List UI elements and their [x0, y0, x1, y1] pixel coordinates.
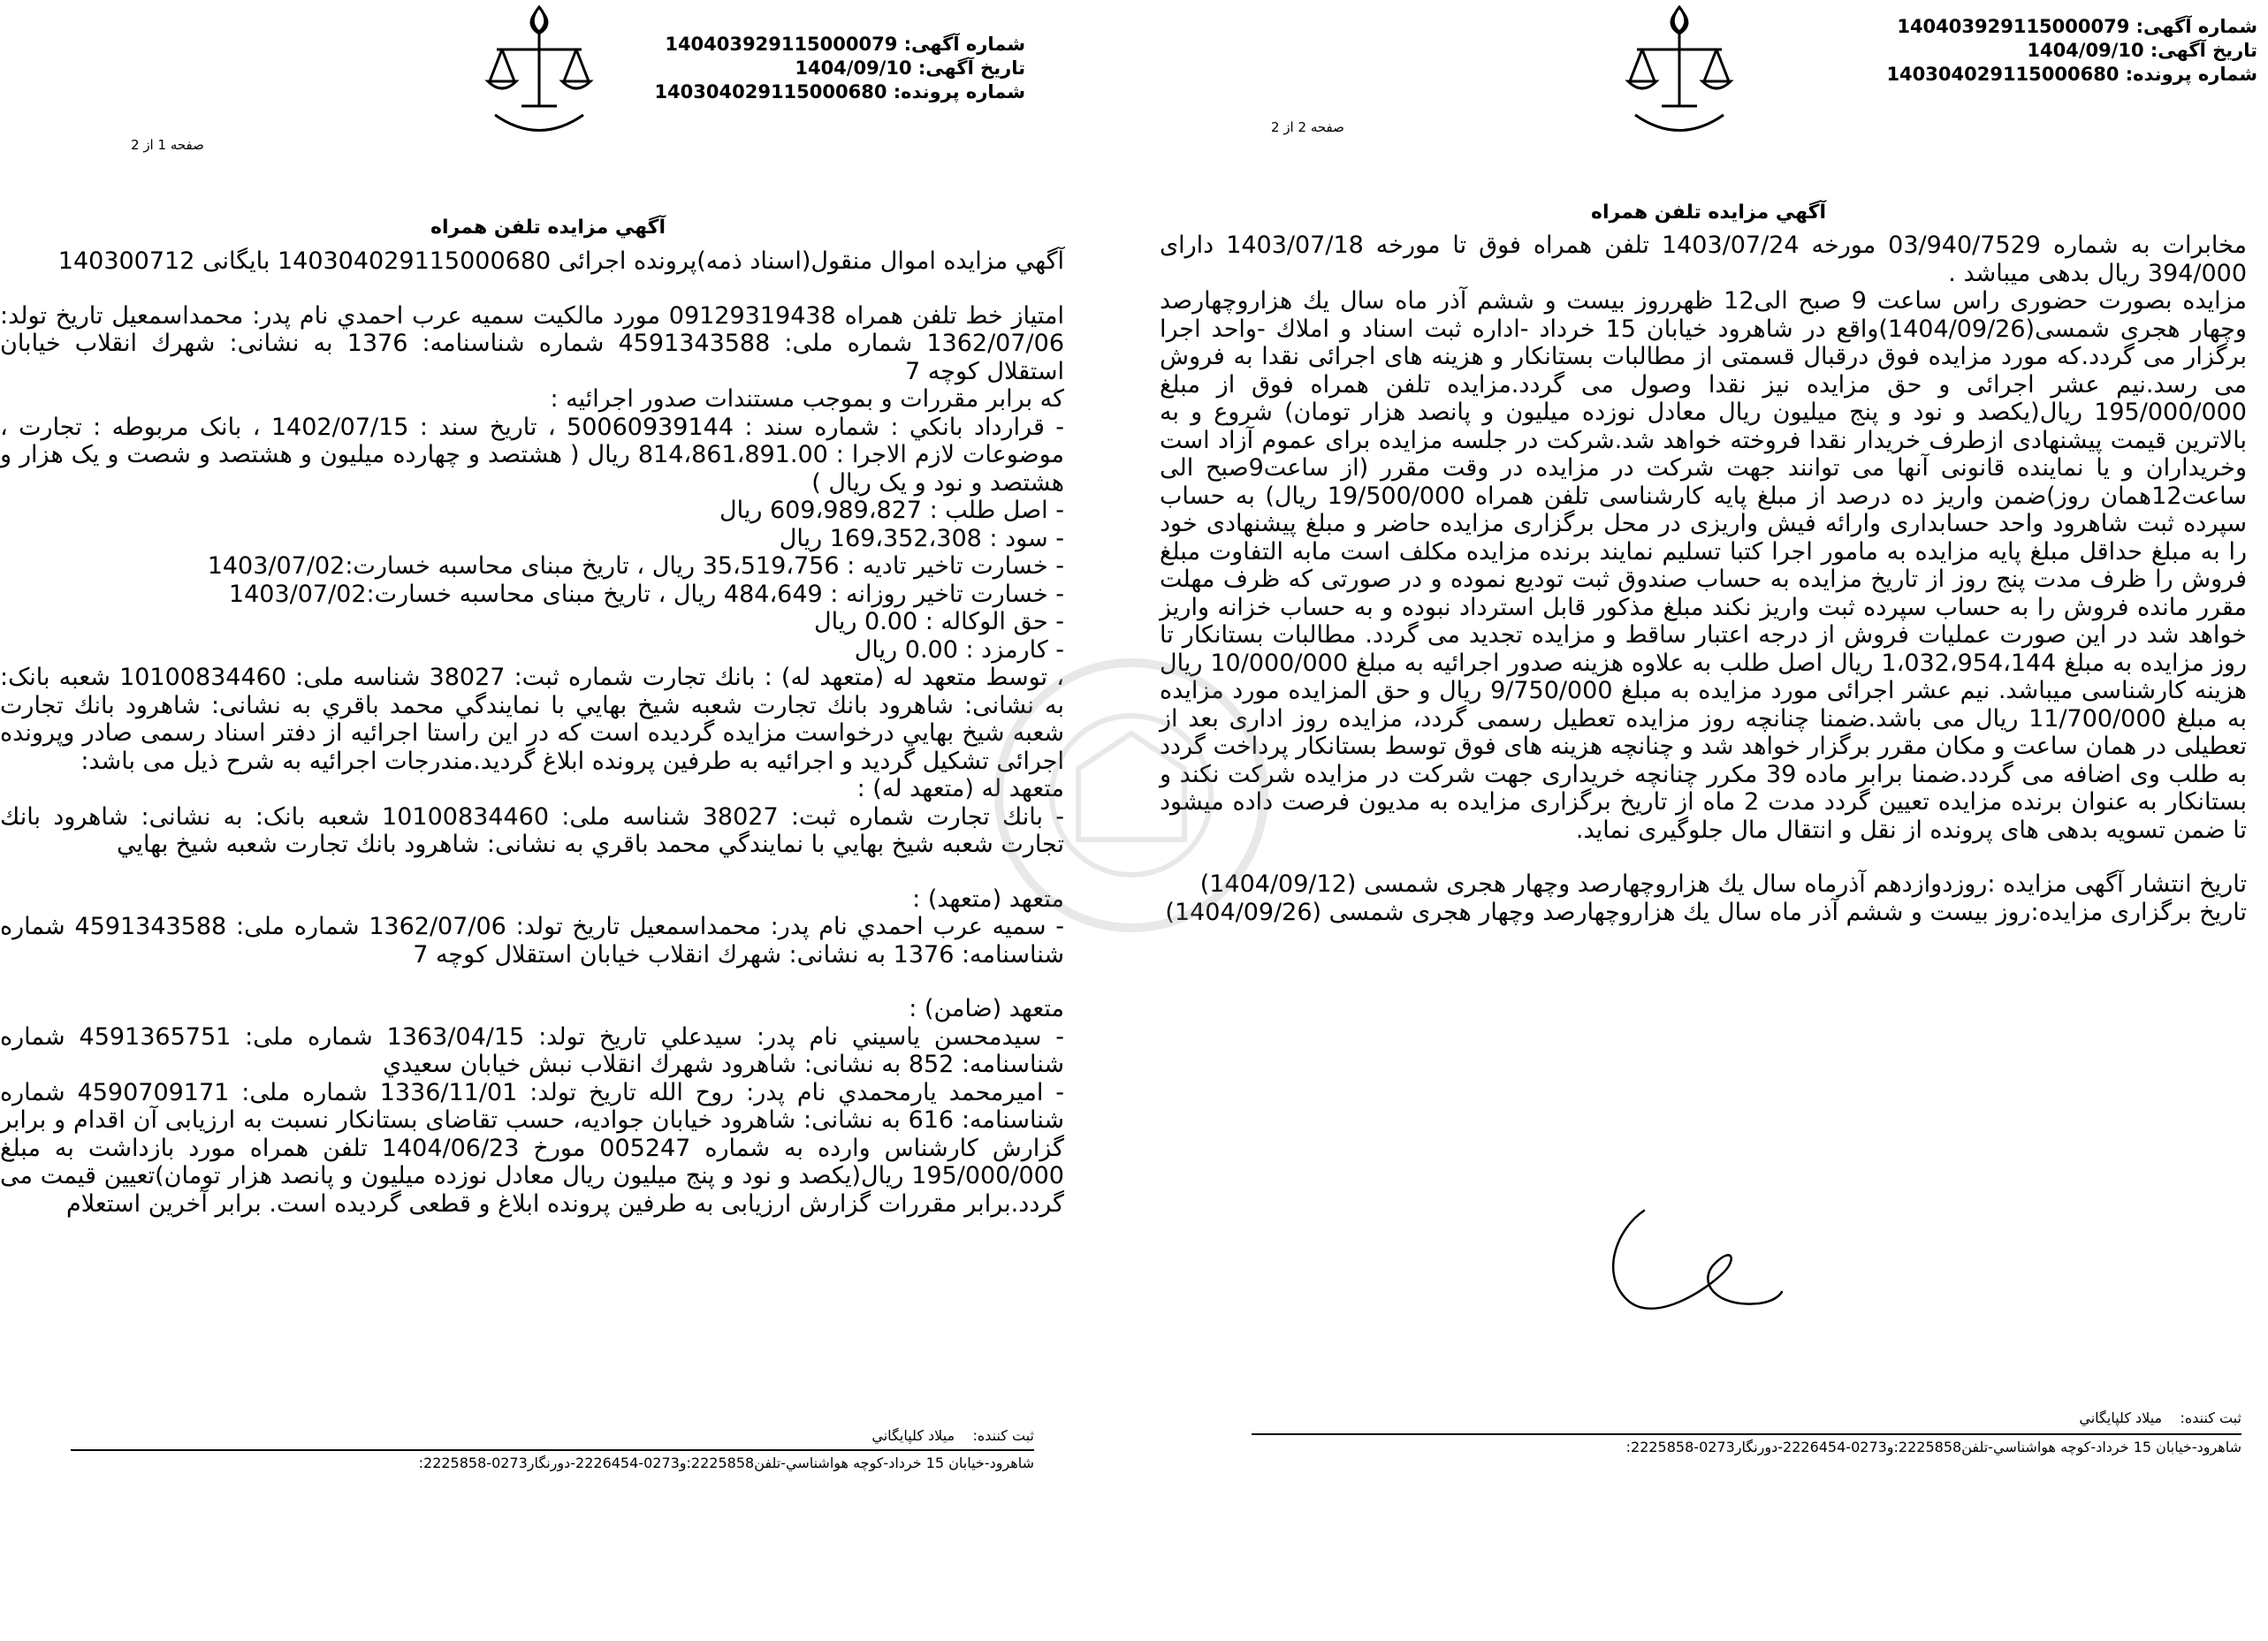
paragraph: - سود : 169،352،308 ريال [779, 524, 1064, 552]
file-number: شماره پرونده: 140304029115000680 [654, 81, 1025, 103]
paragraph: ، توسط متعهد له (متعهد له) : بانك تجارت شماره ثبت: 38027 شناسه ملی: 10100834460 شعبه بانک: به نشانی: شاهرود بانك تجارت شعبه شيخ بهايي با نمايندگي محمد باقري به نشانی: شاهرود بانك تجارت شعبه شيخ بهايي درخواست مزايده گرديده است كه در اين راستا اجرائيه از دفتر اسناد رسمی صادر وپرونده اجرائی تشكيل گرديد و اجرائيه به طرفين پرونده ابلاغ گرديد.مندرجات اجرائيه به شرح ذيل می باشد: [0, 664, 1064, 775]
notice-number: شماره آگهی: 140403929115000079 [665, 34, 1025, 55]
registrar [871, 1427, 1034, 1444]
file-number: شماره پرونده: 140304029115000680 [1886, 64, 2257, 85]
paragraph: متعهد (ضامن) : [909, 995, 1064, 1022]
notice-body [0, 247, 1064, 1218]
paragraph: امتياز خط تلفن همراه 09129319438 مورد مالكيت سميه عرب احمدي نام پدر: محمداسمعيل تاريخ تولد: 1362/07/06 شماره ملی: 4591343588 شماره شناسنامه: 1376 به نشانی: شهرك انقلاب خيابان استقلال كوچه 7 [0, 301, 1065, 385]
paragraph: تاريخ انتشار آگهی مزايده :روزدوازدهم آذرماه سال يك هزاروچهارصد وچهار هجری شمسی (1404/09/12) [1199, 870, 2247, 898]
paragraph: كه برابر مقررات و بموجب مستندات صدور اجرائيه : [550, 385, 1064, 413]
footer-divider [1252, 1433, 2241, 1435]
notice-number: شماره آگهی: 140403929115000079 [1897, 16, 2257, 37]
paragraph: - اميرمحمد يارمحمدي نام پدر: روح الله تاريخ تولد: 1336/11/01 شماره ملی: 4590709171 شماره شناسنامه: 616 به نشانی: شاهرود خيابان جواديه، حسب تقاضای بستانكار نسبت به ارزيابی آن اقدام و برابر گزارش كارشناس وارده به شماره 005247 مورخ 1404/06/23 تلفن همراه مورد بازداشت به مبلغ 195/000/000 ريال(يكصد و نود و پنج ميليون ريال معادل نوزده ميليون و پانصد هزار تومان)تعيين قيمت می گردد.برابر مقررات گزارش ارزيابی به طرفين پرونده ابلاغ و قطعی گرديده است. برابر آخرين استعلام [0, 1078, 1064, 1218]
paragraph: مزايده بصورت حضوری راس ساعت 9 صبح الی12 ظهرروز بيست و ششم آذر ماه سال يك هزاروچهارصد وچهار هجری شمسی(1404/09/26)واقع در شاهرود خيابان 15 خرداد -اداره ثبت اسناد و املاك -واحد اجرا برگزار می گردد.كه مورد مزايده فوق درقبال قسمتی از مطالبات بستانكار و هزينه های اجرائی نقدا به فروش می رسد.نيم عشر اجرائی و حق مزايده نيز نقدا وصول می گردد.مزايده تلفن همراه فوق از مبلغ 195/000/000 ريال(يكصد و نود و پنج ميليون ريال معادل نوزده ميليون و پانصد هزار تومان) شروع و به بالاترين قيمت پيشنهادی ازطرف خريدار نقدا فروخته خواهد شد.شركت در جلسه مزايده برای عموم آزاد است وخريداران و يا نماينده قانونی آنها می توانند جهت شركت در مزايده در وقت مقرر (از ساعت9صبح الی ساعت12همان روز)ضمن واريز ده درصد از مبلغ پايه كارشناسی تلفن همراه 19/500/000 ريال) به حساب سپرده ثبت شاهرود واحد حسابداری وارائه فيش واريزی در محل برگزاری مزايده حاضر و مبلغ پيشنهادی خود را به مبلغ حداقل مبلغ پايه مزايده به مامور اجرا كتبا تسليم نمايند برنده مزايده مكلف است مابه التفاوت مبلغ فروش را ظرف مدت پنج روز از تاريخ مزايده به حساب صندوق ثبت توديع نموده و در صورتی كه ظرف مهلت مقرر مانده فروش را به حساب سپرده ثبت واريز نكند مبلغ مذكور قابل استرداد نبوده و به حساب خزانه واريز خواهد شد در اين صورت عمليات فروش از درجه اعتبار ساقط و مزايده تجديد می گردد. مطالبات بستانكار تا روز مزايده به مبلغ 1،032،954،144 ريال اصل طلب به علاوه هزينه صدور اجرائيه به مبلغ 10/000/000 ريال هزينه كارشناسی ميباشد. نيم عشر اجرائی مورد مزايده به مبلغ 9/750/000 ريال و حق المزايده مورد مزايده به مبلغ 11/700/000 ريال می باشد.ضمنا چنانچه روز مزايده تعطيل رسمی گردد، مزايده روز اداری بعد از تعطيلی در همان ساعت و مكان مقرر برگزار خواهد شد و چنانچه هزينه های فوق توسط بستانكار پرداخت گردد به طلب وی اضافه می گردد.ضمنا برابر ماده 39 مكرر چنانچه خريداری جهت شركت در مزايده شركت نكند و بستانكار به عنوان برنده مزايده تعيين گردد مدت 2 ماه از تاريخ برگزاری مزايده به مديون فرصت داده ميشود تا ضمن تسويه بدهی های پرونده از نقل و انتقال مال جلوگيری نمايد. [1160, 287, 2248, 844]
paragraph: مخابرات به شماره 03/940/7529 مورخه 1403/07/24 تلفن همراه فوق تا مورخه 1403/07/18 دارای 394/000 ريال بدهی ميباشد . [1160, 232, 2248, 287]
paragraph: - سميه عرب احمدي نام پدر: محمداسمعيل تاريخ تولد: 1362/07/06 شماره ملی: 4591343588 شماره شناسنامه: 1376 به نشانی: شهرك انقلاب خيابان استقلال كوچه 7 [0, 913, 1064, 969]
registrar-name: ميلاد كلپايگاني [871, 1427, 955, 1444]
page-number: صفحه 1 از 2 [131, 137, 204, 153]
judiciary-emblem-icon [1617, 0, 1741, 150]
paragraph: تاريخ برگزاری مزايده:روز بيست و ششم آذر ماه سال يك هزاروچهارصد وچهار هجری شمسی (1404/09/26) [1165, 898, 2247, 926]
registrar-label: ثبت كننده: [2180, 1409, 2241, 1426]
page-title: آگهي مزايده تلفن همراه [1591, 201, 1826, 224]
notice-date: تاریخ آگهی: 1404/09/10 [2027, 40, 2257, 61]
paragraph: - کارمزد : 0.00 ريال [854, 635, 1064, 664]
footer-address: شاهرود-خيابان 15 خرداد-كوچه هواشناسي-تلفن2225858:و0273-2226454-دورنگار0273-2225858: [418, 1455, 1034, 1471]
notice-meta [1886, 15, 2257, 87]
paragraph: - حق الوکاله : 0.00 ريال [814, 608, 1064, 635]
notice-meta [654, 33, 1025, 104]
paragraph: متعهد (متعهد) : [912, 885, 1064, 913]
judiciary-emblem-icon [477, 0, 601, 150]
paragraph: - خسارت تاخير تاديه : 35،519،756 ريال ، تاريخ مبنای محاسبه خسارت:1403/07/02 [207, 552, 1064, 580]
paragraph: - بانك تجارت شماره ثبت: 38027 شناسه ملی: 10100834460 شعبه بانک: به نشانی: شاهرود بانك تجارت شعبه شيخ بهايي با نمايندگي محمد باقري به نشانی: شاهرود بانك تجارت شعبه شيخ بهايي [0, 802, 1064, 858]
page-number: صفحه 2 از 2 [1271, 119, 1344, 135]
paragraph: - قرارداد بانکي : شماره سند : 50060939144 ، تاريخ سند : 1402/07/15 ، بانک مربوطه : تجارت ، موضوعات لازم الاجرا : 814،861،891.00 ريال ( هشتصد و چهارده ميليون و هشتصد و شصت و يک هزار و هشتصد و نود و يک ريال ) [0, 413, 1065, 497]
registrar [2079, 1409, 2241, 1426]
registrar-label: ثبت كننده: [972, 1427, 1034, 1444]
footer-address: شاهرود-خيابان 15 خرداد-كوچه هواشناسي-تلفن2225858:و0273-2226454-دورنگار0273-2225858: [1625, 1439, 2241, 1455]
notice-date: تاریخ آگهی: 1404/09/10 [795, 57, 1025, 79]
notice-body [1160, 232, 2247, 926]
page-title: آگهي مزايده تلفن همراه [430, 217, 666, 239]
paragraph: متعهد له (متعهد له) : [856, 775, 1064, 802]
paragraph: - اصل طلب : 609،989،827 ريال [719, 497, 1064, 524]
registrar-name: ميلاد كلپايگاني [2079, 1409, 2163, 1426]
notice-page-1 [0, 0, 1096, 1641]
paragraph: آگهي مزايده اموال منقول(اسناد ذمه)پرونده اجرائی 140304029115000680 بایگانی 140300712 [57, 247, 1064, 275]
watermark-logo [972, 636, 1290, 954]
paragraph: - سيدمحسن ياسيني نام پدر: سيدعلي تاريخ تولد: 1363/04/15 شماره ملی: 4591365751 شماره شناسنامه: 852 به نشانی: شاهرود شهرك انقلاب نبش خيابان سعيدي [0, 1022, 1064, 1078]
signature [1582, 1193, 1785, 1334]
footer-divider [71, 1449, 1034, 1451]
paragraph: - خسارت تاخير روزانه : 484،649 ريال ، تاريخ مبنای محاسبه خسارت:1403/07/02 [228, 580, 1064, 608]
notice-page-2 [1149, 0, 2268, 1641]
